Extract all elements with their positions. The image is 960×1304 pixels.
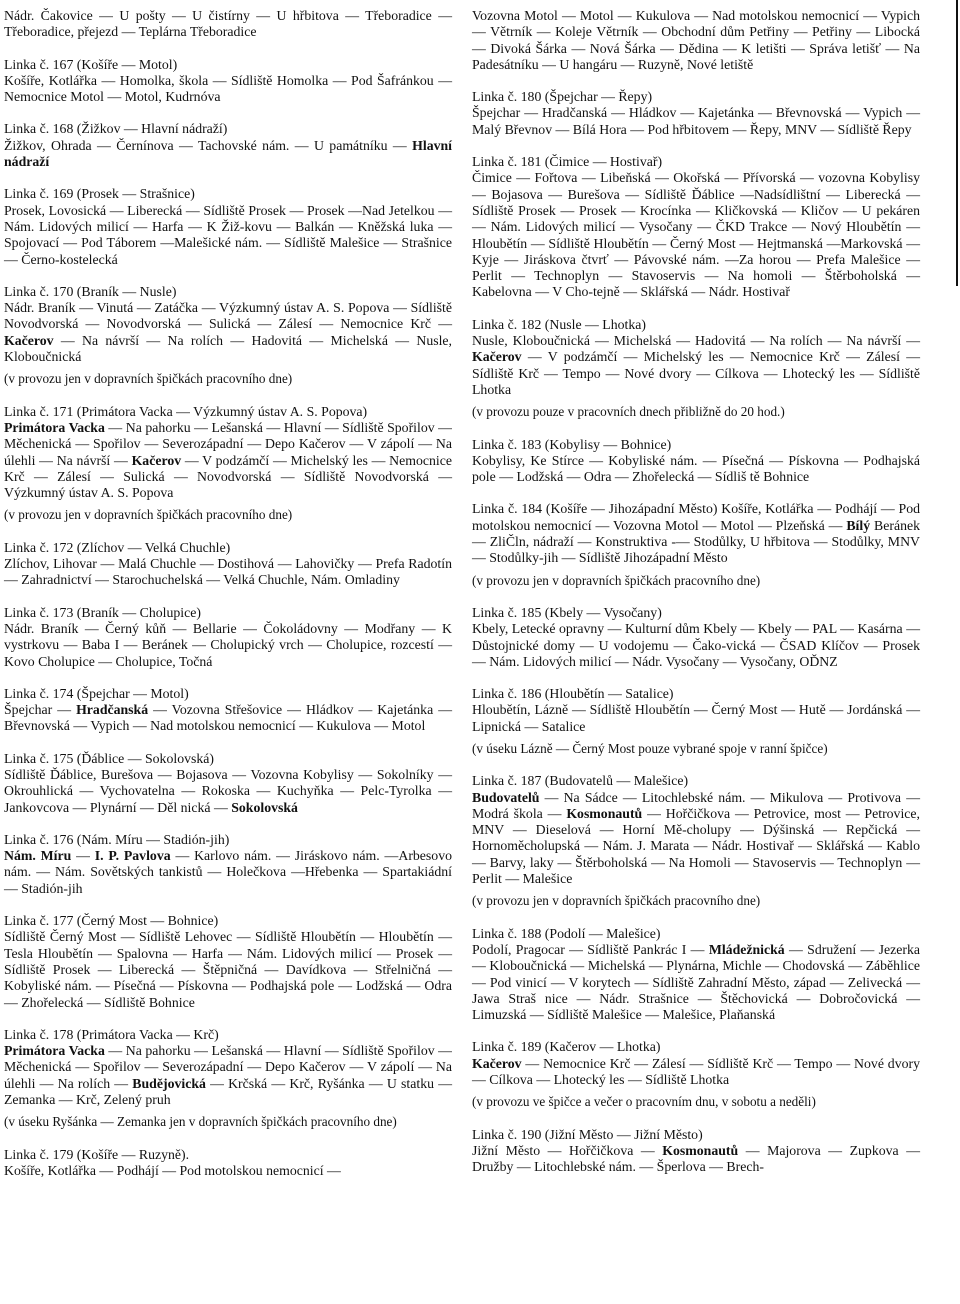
route-text: — Karlovo nám. — Jiráskovo nám. —Arbesovo nám. — Nám. Sovětských tankistů — Holečkova —Hřebenka — Spartakiádní — Stadión-jih xyxy=(4,848,452,896)
line-heading: Linka č. 179 (Košíře — Ruzyně). xyxy=(4,1146,190,1162)
route-text: Sídliště Černý Most — Sídliště Lehovec — Sídliště Hloubětín — Hloubětín — Tesla Hloubětín — Spalovna — Harfa — Nám. Lidových milicí — Prosek — Sídliště Prosek — Liberecká — Štěpničná — Davídkova — Střelničná — Kobyliské nám. — Písečná — Pískovna — Podhajská pole — Lodžská — Odra — Zhořelecká — Sídliště Bohnice xyxy=(4,929,452,1010)
line-entry xyxy=(4,751,452,816)
bold-stop: Kačerov xyxy=(472,1055,522,1071)
route-text: Linka č. 184 (Košíře — Jihozápadní Město) Košíře, Kotlářka — Podhájí — Pod motolskou nemocnicí — Vozovna Motol — Motol — Plzeňská — xyxy=(472,501,920,533)
bold-stop: Kosmonautů xyxy=(662,1142,739,1158)
bold-stop: Primátora Vacka xyxy=(4,419,105,435)
route-text: Špejchar — xyxy=(4,702,77,718)
bold-stop: Kačerov xyxy=(131,452,182,468)
bold-stop: Hlavní nádraží xyxy=(4,137,452,170)
bold-stop: Mládežnická xyxy=(708,941,785,957)
line-entry xyxy=(472,501,920,588)
left-column xyxy=(4,8,452,1195)
route-text: Prosek, Lovosická — Liberecká — Sídliště Prosek — Prosek —Nad Jetelkou — Nám. Lidových milicí — Harfa — K Žiž-kovu — Balkán — Kněžská luka — Spojovací — Pod Táborem —Malešické nám. — Sídliště Malešice — Strašnice — Černo-kostelecká xyxy=(4,202,452,267)
line-entry xyxy=(472,154,920,301)
line-entry xyxy=(472,89,920,138)
service-note: (v provozu ve špičce a večer o pracovním dnu, v sobotu a neděli) xyxy=(472,1094,816,1110)
route-text: Sídliště Ďáblice, Burešova — Bojasova — Vozovna Kobylisy — Sokolníky — Okrouhlická — Vychovatelna — Rokoska — Kuchyňka — Pelc-Tyrolka — Jankovcova — Plynární — Děl nická — xyxy=(4,766,452,815)
route-text: Čimice — Fořtova — Libeňská — Okořská — Přívorská — vozovna Kobylisy — Bojasova — Burešova — Sídliště Ďáblice —Nadsídlištní — Liberecká — Sídliště Prosek — Prosek — Krocínka — Kličkovská — Kličov — U pekáren — Nám. Lidových milicí — Vysočany — ČKD Trakce — Nový Hloubětín — Hloubětín — Sídliště Hloubětín — Černý Most — Hejtmanská —Markovská — Kyje — Jiráskova čtvrť — Pávovské nám. —Za horou — Prefa Malešice — Perlit — Technoplyn — Stavoservis — Na homoli — Štěrboholská — Kabelovna — V Cho-tejně — Sklářská — Nádr. Hostivař xyxy=(472,170,920,300)
line-entry xyxy=(4,8,452,41)
line-heading: Linka č. 190 (Jižní Město — Jižní Město) xyxy=(472,1126,703,1142)
line-heading: Linka č. 169 (Prosek — Strašnice) xyxy=(4,186,195,202)
line-heading: Linka č. 173 (Braník — Cholupice) xyxy=(4,604,201,620)
route-text: Nádr. Čakovice — U pošty — U čistírny — U hřbitova — Třeboradice — Třeboradice, přejezd — Teplárna Třeboradice xyxy=(4,8,452,40)
route-text: Podolí, Pragocar — Sídliště Pankrác I — xyxy=(472,941,709,957)
line-heading: Linka č. 171 (Primátora Vacka — Výzkumný ústav A. S. Popova) xyxy=(4,403,368,419)
bold-stop: Budějovická xyxy=(132,1075,206,1091)
bold-stop: Nám. Míru xyxy=(4,848,72,864)
line-heading: Linka č. 181 (Čimice — Hostivař) xyxy=(472,154,663,170)
line-heading: Linka č. 186 (Hloubětín — Satalice) xyxy=(472,686,674,702)
line-entry xyxy=(4,913,452,1011)
service-note: (v provozu jen v dopravních špičkách pracovního dne) xyxy=(472,572,761,588)
line-heading: Linka č. 178 (Primátora Vacka — Krč) xyxy=(4,1026,219,1042)
line-entry xyxy=(4,121,452,170)
right-column xyxy=(472,8,920,1192)
page-edge-rule xyxy=(956,0,958,286)
line-heading: Linka č. 175 (Ďáblice — Sokolovská) xyxy=(4,750,214,766)
bold-stop: Bílý xyxy=(846,517,871,533)
route-text: — Majorova — Zupkova — Družby — Litochlebské nám. — Šperlova — Brech- xyxy=(472,1142,920,1175)
route-text: — Na návrší — Na rolích — Hadovitá — Michelská — Nusle, Kloboučnická xyxy=(4,332,452,365)
bold-stop: Sokolovská xyxy=(231,799,298,815)
route-text: Kobylisy, Ke Stírce — Kobyliské nám. — Písečná — Pískovna — Podhajská pole — Lodžská — Odra — Zhořelecká — Sídliš tě Bohnice xyxy=(472,452,920,485)
line-heading: Linka č. 183 (Kobylisy — Bohnice) xyxy=(472,436,672,452)
bold-stop: I. P. Pavlova xyxy=(94,848,171,864)
route-text: Hloubětín, Lázně — Sídliště Hloubětín — Černý Most — Hutě — Jordánská — Lipnická — Satalice xyxy=(472,702,920,734)
line-heading: Linka č. 180 (Špejchar — Řepy) xyxy=(472,89,653,105)
line-entry xyxy=(472,605,920,670)
line-entry xyxy=(472,1039,920,1110)
route-text: — xyxy=(71,848,95,864)
line-entry xyxy=(4,284,452,388)
line-entry xyxy=(4,686,452,735)
route-text: Kbely, Letecké opravny — Kulturní dům Kbely — Kbely — PAL — Kasárna — Důstojnické domy — U vodojemu — Čako-vická — ČSAD Klíčov — Prosek — Nám. Lidových milicí — Nádr. Vysočany — Vysočany, OĎNZ xyxy=(472,621,920,669)
line-entry xyxy=(472,437,920,486)
line-heading: Linka č. 172 (Zlíchov — Velká Chuchle) xyxy=(4,539,231,555)
line-heading: Linka č. 174 (Špejchar — Motol) xyxy=(4,685,189,701)
line-entry xyxy=(472,926,920,1024)
route-text: — V podzámčí — Michelský les — Nemocnice Krč — Zálesí — Sulická — Novodvorská — Sídliště Novodvorská — Výzkumný ústav A. S. Popova xyxy=(4,452,452,501)
route-text: — Na Sádce — Litochlebské nám. — Mikulova — Protivova — Modrá škola — xyxy=(472,789,920,821)
line-heading: Linka č. 182 (Nusle — Lhotka) xyxy=(472,316,646,332)
service-note: (v úseku Lázně — Černý Most pouze vybrané spoje v ranní špičce) xyxy=(472,740,828,756)
service-note: (v provozu jen v dopravních špičkách pracovního dne) xyxy=(472,893,761,909)
service-note: (v provozu jen v dopravních špičkách pracovního dne) xyxy=(4,507,293,523)
bold-stop: Kačerov xyxy=(4,332,54,348)
line-entry xyxy=(4,404,452,524)
route-text: Nádr. Braník — Černý kůň — Bellarie — Čokoládovny — Modřany — K vystrkovu — Baba I — Beránek — Cholupický vrch — Cholupice, rozcestí — Kovo Cholupice — Cholupice, Točná xyxy=(4,620,452,669)
route-text: Špejchar — Hradčanská — Hládkov — Kajetánka — Břevnovská — Vypich — Malý Břevnov — Bílá Hora — Pod hřbitovem — Řepy, MNV — Sídliště Řepy xyxy=(472,105,920,137)
route-text: — V podzámčí — Michelský les — Nemocnice Krč — Zálesí — Sídliště Krč — Tempo — Nové dvory — Cílkova — Lhotecký les — Sídliště Lhotka xyxy=(472,349,920,397)
line-heading: Linka č. 189 (Kačerov — Lhotka) xyxy=(472,1039,661,1055)
bold-stop: Budovatelů xyxy=(472,789,540,805)
line-entry xyxy=(4,605,452,670)
line-heading: Linka č. 170 (Braník — Nusle) xyxy=(4,283,177,299)
bold-stop: Kačerov xyxy=(472,349,522,365)
route-text: Beránek — ZliČln, nádraží — Konstruktiva -— Stodůlky, U hřbitova — Stodůlky, MNV — Stodůlky-jih — Sídliště Jihozápadní Město xyxy=(472,517,921,566)
line-entry xyxy=(4,832,452,897)
line-heading: Linka č. 187 (Budovatelů — Malešice) xyxy=(472,773,689,789)
line-entry xyxy=(472,317,920,421)
line-entry xyxy=(4,540,452,589)
bold-stop: Hradčanská xyxy=(76,702,149,718)
route-text: — Hořčičkova — Petrovice, most — Petrovice, MNV — Dieselová — Horní Mě-cholupy — Dýšinská — Repčická — Hornoměcholupská — Nám. J. Marata — Nádr. Hostivař — Sklářská — Kablo — Barvy, laky — Štěrboholská — Na Homoli — Stavoservis — Technoplyn — Perlit — Malešice xyxy=(472,805,920,887)
service-note: (v provozu jen v dopravních špičkách pracovního dne) xyxy=(4,371,293,387)
line-heading: Linka č. 168 (Žižkov — Hlavní nádraží) xyxy=(4,121,228,137)
route-text: Nádr. Braník — Vinutá — Zatáčka — Výzkumný ústav A. S. Popova — Sídliště Novodvorská — Novodvorská — Sulická — Zálesí — Nemocnice Krč — xyxy=(4,300,452,332)
line-heading: Linka č. 177 (Černý Most — Bohnice) xyxy=(4,913,219,929)
line-heading: Linka č. 188 (Podolí — Malešice) xyxy=(472,925,661,941)
line-entry xyxy=(4,1027,452,1131)
route-text: Košíře, Kotlářka — Homolka, škola — Sídliště Homolka — Pod Šafránkou — Nemocnice Motol — Motol, Kudrnóva xyxy=(4,72,452,105)
route-text: Jižní Město — Hořčičkova — xyxy=(472,1142,663,1158)
route-text: — Na pahorku — Lešanská — Hlavní — Sídliště Spořilov — Měchenická — Spořilov — Severozápadní — Depo Kačerov — V zápolí — Na úlehli — Na rolích — xyxy=(4,1043,452,1091)
service-note: (v provozu pouze v pracovních dnech přibližně do 20 hod.) xyxy=(472,404,785,420)
line-heading: Linka č. 167 (Košíře — Motol) xyxy=(4,56,178,72)
route-text: — Vozovna Střešovice — Hládkov — Kajetánka — Břevnovská — Vypich — Nad motolskou nemocnicí — Kukulova — Motol xyxy=(4,702,452,734)
line-heading: Linka č. 176 (Nám. Míru — Stadión-jih) xyxy=(4,831,230,847)
bold-stop: Primátora Vacka xyxy=(4,1043,105,1059)
line-entry xyxy=(4,57,452,106)
line-entry xyxy=(472,1127,920,1176)
route-text: — Krčská — Krč, Ryšánka — U statku — Zemanka — Krč, Zelený pruh xyxy=(4,1075,452,1108)
route-text: — Sdružení — Jezerka — Kloboučnická — Michelská — Plynárna, Michle — Chodovská — Záběhlice — Pod vinicí — V korytech — Sídliště Zahradní Město, západ — Zelivecká — Jawa Straš nice — Nádr. Strašnice — Štěchovická — Dobročovická — Limuzská — Sídliště Malešice — Malešice, Plaňanská xyxy=(472,941,920,1023)
route-text: Žižkov, Ohrada — Černínova — Tachovské nám. — U památníku — xyxy=(4,137,413,153)
route-text: Košíře, Kotlářka — Podhájí — Pod motolskou nemocnicí — xyxy=(4,1162,341,1178)
line-entry xyxy=(472,8,920,73)
line-entry xyxy=(472,773,920,909)
line-heading: Linka č. 185 (Kbely — Vysočany) xyxy=(472,604,662,620)
route-text: — Na pahorku — Lešanská — Hlavní — Sídliště Spořilov — Měchenická — Spořilov — Severozápadní — Depo Kačerov — V zápolí — Na úlehli — Na návrší — xyxy=(4,419,452,468)
line-entry xyxy=(472,686,920,757)
line-entry xyxy=(4,186,452,267)
service-note: (v úseku Ryšánka — Zemanka jen v dopravních špičkách pracovního dne) xyxy=(4,1114,397,1130)
line-entry xyxy=(4,1147,452,1180)
bold-stop: Kosmonautů xyxy=(566,805,643,821)
route-text: Vozovna Motol — Motol — Kukulova — Nad motolskou nemocnicí — Vypich — Větrník — Koleje Větrník — Obchodní dům Petřiny — Petřiny — Libocká — Divoká Šárka — Nová Šárka — Dědina — K letišti — Správa letišť — Na Padesátníku — U hangáru — Ruzyně, Nové letiště xyxy=(472,8,920,72)
route-text: — Nemocnice Krč — Zálesí — Sídliště Krč — Tempo — Nové dvory — Cílkova — Lhotecký les — Sídliště Lhotka xyxy=(472,1055,920,1088)
route-text: Nusle, Kloboučnická — Michelská — Hadovitá — Na rolích — Na návrší — xyxy=(472,333,920,349)
route-text: Zlíchov, Lihovar — Malá Chuchle — Dostihová — Lahovičky — Prefa Radotín — Zahradnictví — Starochuchelská — Velká Chuchle, Nám. Omladiny xyxy=(4,556,452,588)
